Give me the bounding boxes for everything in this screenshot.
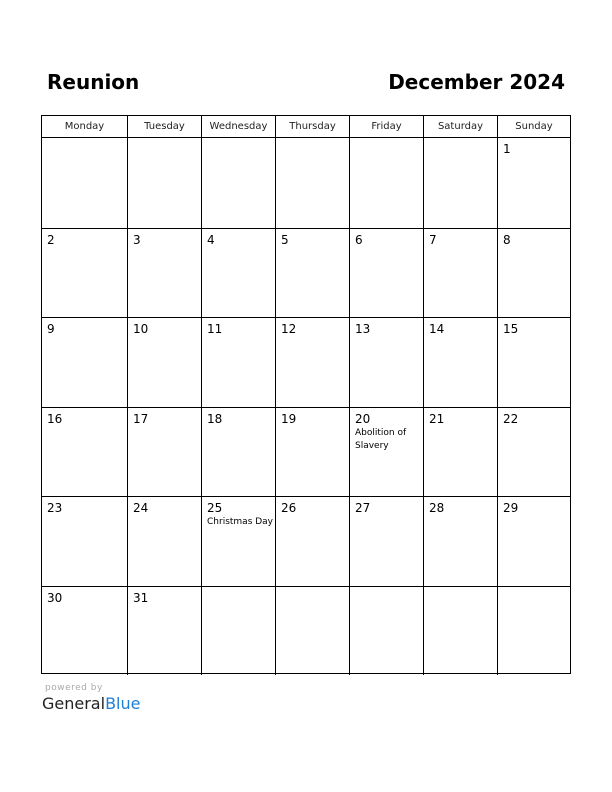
- day-number: 28: [429, 501, 445, 515]
- day-number: 29: [503, 501, 519, 515]
- day-cell[interactable]: [497, 228, 570, 318]
- day-cell[interactable]: [275, 317, 349, 407]
- day-cell[interactable]: [349, 496, 423, 586]
- day-cell[interactable]: [349, 228, 423, 318]
- day-number: 19: [281, 411, 297, 426]
- day-number: 7: [429, 232, 437, 247]
- day-number: 4: [207, 232, 215, 247]
- day-cell[interactable]: [201, 138, 275, 228]
- day-number: 22: [503, 411, 519, 426]
- day-cell[interactable]: [497, 586, 570, 676]
- day-cell[interactable]: [423, 317, 497, 407]
- day-cell[interactable]: [201, 496, 275, 586]
- day-cell[interactable]: [127, 138, 201, 228]
- day-cell[interactable]: [42, 407, 127, 497]
- day-number: 11: [207, 322, 223, 336]
- day-cell[interactable]: [349, 138, 423, 228]
- day-cell[interactable]: [497, 496, 570, 586]
- day-cell[interactable]: [127, 407, 201, 497]
- day-cell[interactable]: [42, 228, 127, 318]
- day-number: 27: [355, 501, 371, 515]
- day-cell[interactable]: [127, 586, 201, 676]
- day-number: 31: [133, 590, 149, 605]
- day-cell[interactable]: [127, 496, 201, 586]
- weekday-header: Saturday: [423, 116, 497, 137]
- day-cell[interactable]: [349, 586, 423, 676]
- weekday-header: Thursday: [275, 116, 349, 137]
- region-title: Reunion: [47, 70, 140, 94]
- logo-text-blue: Blue: [105, 694, 141, 713]
- day-number: 1: [503, 142, 511, 156]
- day-cell[interactable]: [275, 228, 349, 318]
- holiday-label: Abolition of Slavery: [355, 427, 407, 451]
- powered-by-text: powered by: [45, 683, 103, 693]
- day-cell[interactable]: [497, 138, 570, 228]
- day-cell[interactable]: [349, 407, 423, 497]
- month-year-title: December 2024: [388, 70, 565, 94]
- day-number: 5: [281, 232, 289, 247]
- day-cell[interactable]: [275, 138, 349, 228]
- day-number: 21: [429, 411, 445, 426]
- day-number: 12: [281, 322, 297, 336]
- day-cell[interactable]: [201, 317, 275, 407]
- day-cell[interactable]: [423, 138, 497, 228]
- day-cell[interactable]: [42, 496, 127, 586]
- day-cell[interactable]: [42, 317, 127, 407]
- holiday-label: Christmas Day: [207, 517, 274, 527]
- day-number: 18: [207, 411, 223, 426]
- day-number: 30: [47, 590, 63, 605]
- day-cell[interactable]: [201, 228, 275, 318]
- calendar-grid: [41, 115, 571, 674]
- day-cell[interactable]: [127, 317, 201, 407]
- day-cell[interactable]: [423, 496, 497, 586]
- day-cell[interactable]: [349, 317, 423, 407]
- day-cell[interactable]: [423, 407, 497, 497]
- day-number: 24: [133, 501, 149, 515]
- day-cell[interactable]: [497, 407, 570, 497]
- day-number: 20: [355, 411, 371, 426]
- weekday-header: Wednesday: [201, 116, 275, 137]
- day-number: 6: [355, 232, 363, 247]
- day-cell[interactable]: [497, 317, 570, 407]
- day-cell[interactable]: [275, 407, 349, 497]
- generalblue-logo[interactable]: [42, 694, 140, 713]
- day-cell[interactable]: [127, 228, 201, 318]
- day-number: 9: [47, 322, 55, 336]
- day-number: 25: [207, 501, 223, 515]
- day-number: 8: [503, 232, 511, 247]
- day-cell[interactable]: [275, 586, 349, 676]
- day-cell[interactable]: [42, 586, 127, 676]
- day-number: 17: [133, 411, 149, 426]
- weekday-header-row: [42, 116, 570, 138]
- logo-text-general: General: [42, 694, 106, 713]
- day-number: 23: [47, 501, 63, 515]
- day-number: 14: [429, 322, 445, 336]
- day-number: 10: [133, 322, 149, 336]
- day-cell[interactable]: [201, 586, 275, 676]
- day-number: 26: [281, 501, 297, 515]
- day-cell[interactable]: [423, 228, 497, 318]
- weekday-header: Sunday: [497, 116, 570, 137]
- day-number: 16: [47, 411, 63, 426]
- day-number: 2: [47, 232, 55, 247]
- day-number: 13: [355, 322, 371, 336]
- weekday-header: Friday: [349, 116, 423, 137]
- weekday-header: Tuesday: [127, 116, 201, 137]
- day-cell[interactable]: [275, 496, 349, 586]
- day-cell[interactable]: [423, 586, 497, 676]
- day-cell[interactable]: [201, 407, 275, 497]
- day-number: 15: [503, 322, 519, 336]
- day-cell[interactable]: [42, 138, 127, 228]
- weekday-header: Monday: [64, 121, 105, 132]
- day-number: 3: [133, 232, 141, 247]
